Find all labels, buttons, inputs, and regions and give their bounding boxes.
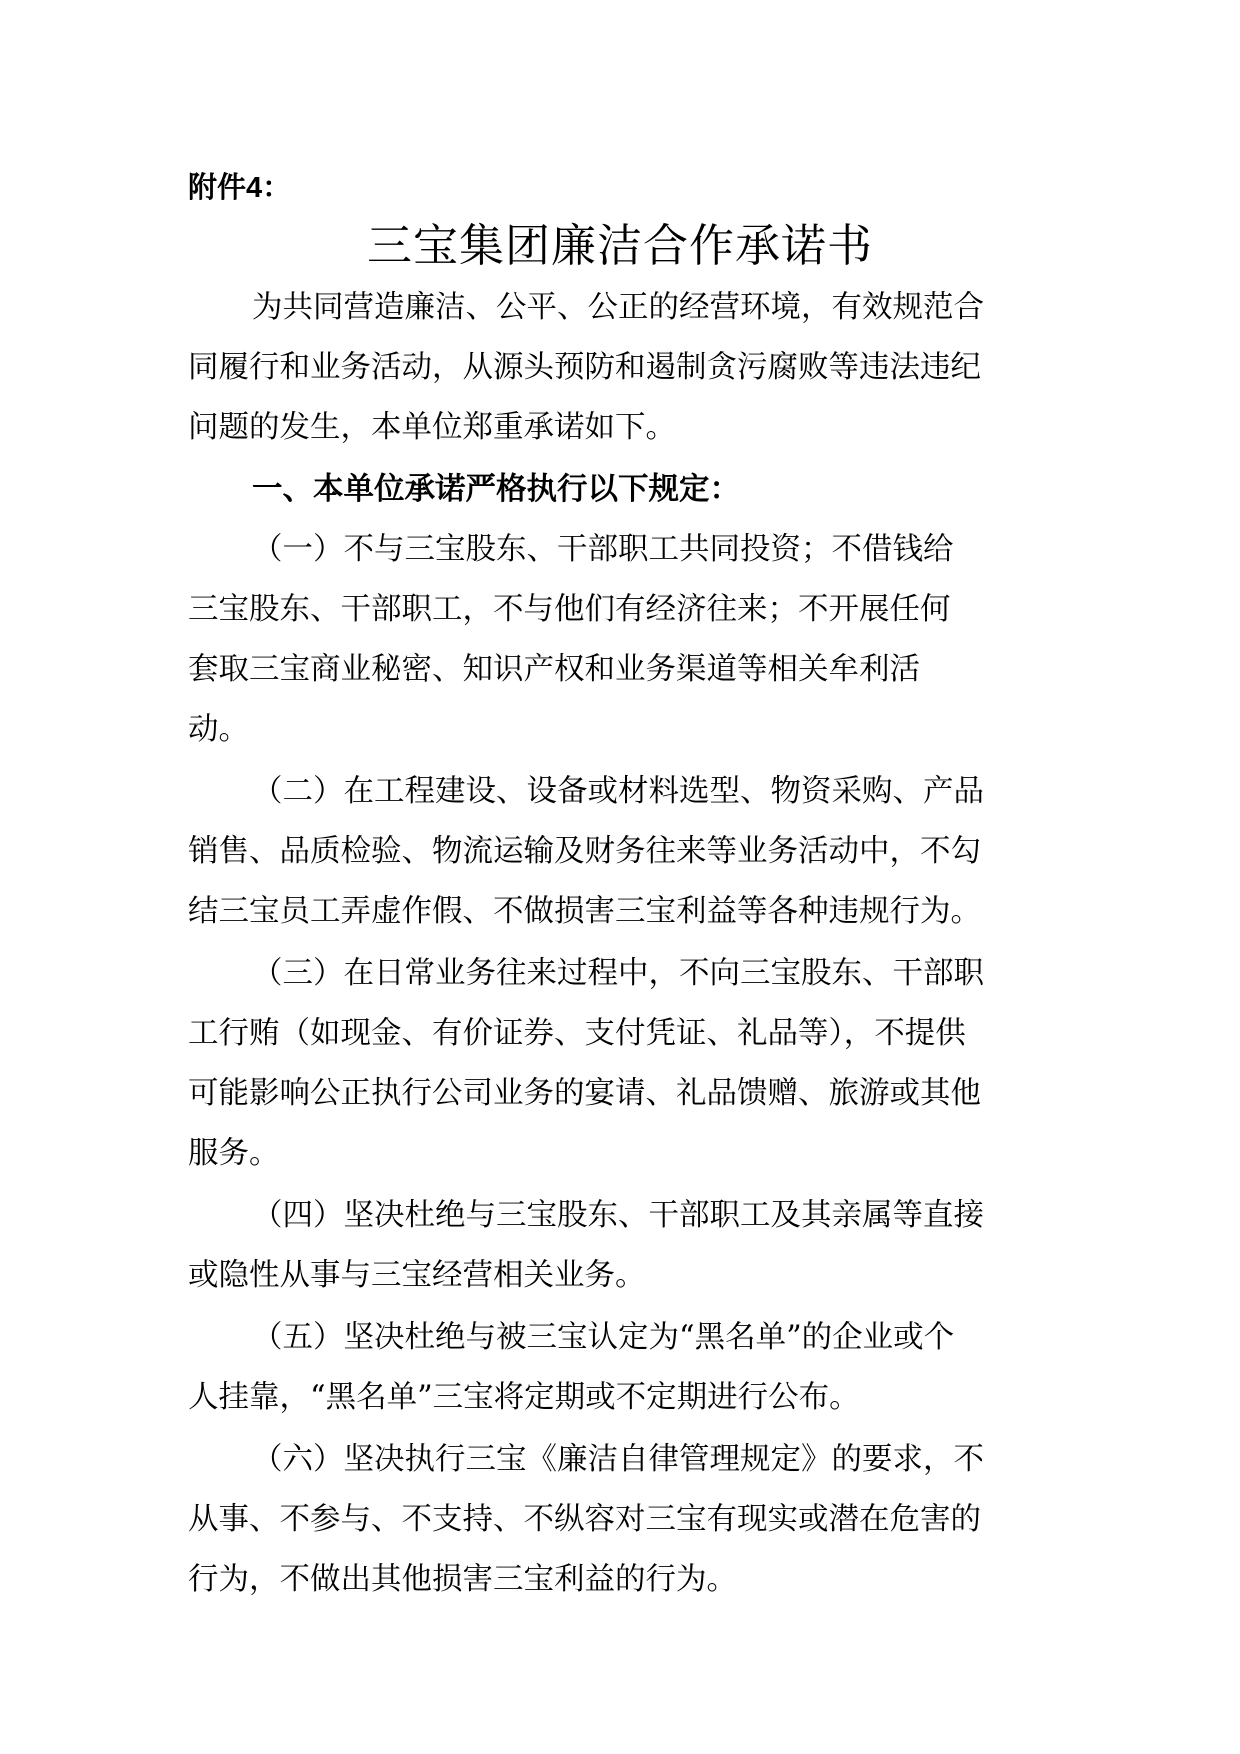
item-3-line: （三）在日常业务往来过程中，不向三宝股东、干部职 (252, 956, 984, 991)
attachment-label: 附件4： (188, 172, 292, 204)
item-2-line: （二）在工程建设、设备或材料选型、物资采购、产品 (252, 774, 984, 809)
item-3-line: 可能影响公正执行公司业务的宴请、礼品馈赠、旅游或其他 (188, 1076, 981, 1111)
item-6-line: 行为，不做出其他损害三宝利益的行为。 (188, 1562, 737, 1597)
item-6-line: 从事、不参与、不支持、不纵容对三宝有现实或潜在危害的 (188, 1502, 981, 1537)
item-1-line: 套取三宝商业秘密、知识产权和业务渠道等相关牟利活 (188, 652, 920, 687)
item-1-line: （一）不与三宝股东、干部职工共同投资；不借钱给 (252, 532, 954, 567)
item-5-line: （五）坚决杜绝与被三宝认定为“黑名单”的企业或个 (252, 1320, 955, 1355)
item-1-line: 动。 (188, 712, 249, 747)
item-4-line: （四）坚决杜绝与三宝股东、干部职工及其亲属等直接 (252, 1198, 984, 1233)
intro-line: 问题的发生，本单位郑重承诺如下。 (188, 410, 676, 445)
item-3-line: 工行贿（如现金、有价证券、支付凭证、礼品等），不提供 (188, 1016, 966, 1051)
item-2-line: 销售、品质检验、物流运输及财务往来等业务活动中，不勾 (188, 834, 981, 869)
item-5-line: 人挂靠，“黑名单”三宝将定期或不定期进行公布。 (188, 1380, 860, 1415)
item-1-line: 三宝股东、干部职工，不与他们有经济往来；不开展任何 (188, 592, 951, 627)
intro-line: 同履行和业务活动，从源头预防和遏制贪污腐败等违法违纪 (188, 350, 981, 385)
item-3-line: 服务。 (188, 1136, 280, 1171)
item-6-line: （六）坚决执行三宝《廉洁自律管理规定》的要求，不 (252, 1442, 984, 1477)
intro-line: 为共同营造廉洁、公平、公正的经营环境，有效规范合 (252, 290, 984, 325)
document-title: 三宝集团廉洁合作承诺书 (366, 219, 873, 272)
item-4-line: 或隐性从事与三宝经营相关业务。 (188, 1258, 646, 1293)
section-heading: 一、本单位承诺严格执行以下规定： (252, 472, 740, 507)
item-2-line: 结三宝员工弄虚作假、不做损害三宝利益等各种违规行为。 (188, 894, 981, 929)
